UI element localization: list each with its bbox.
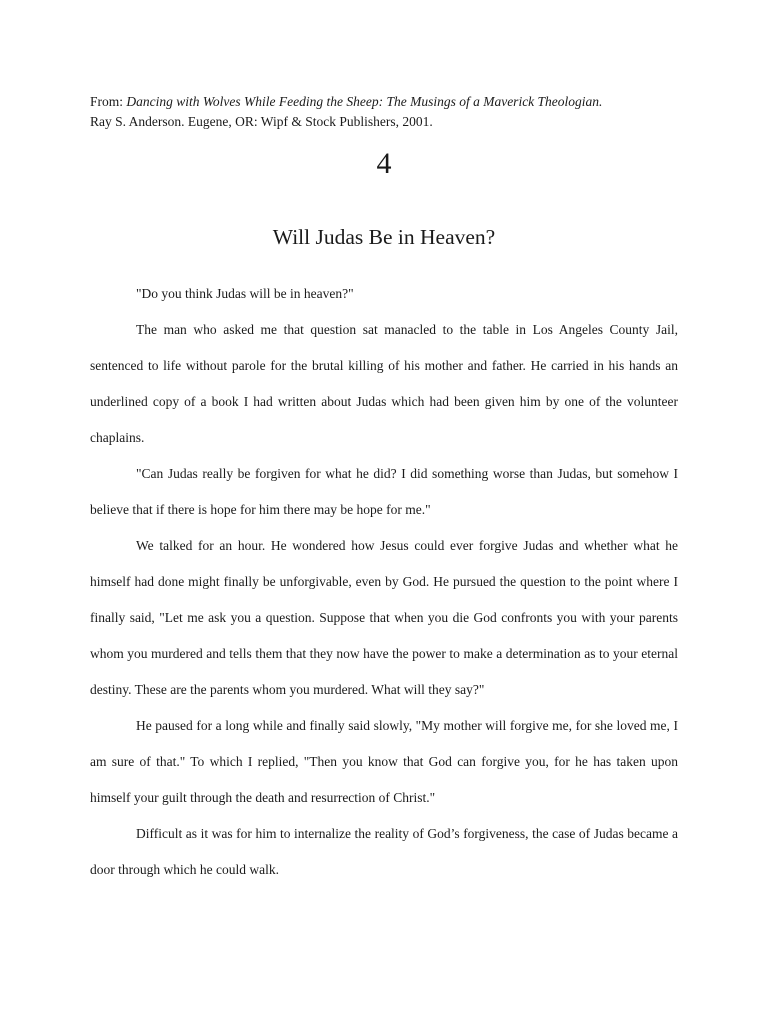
source-line-1 xyxy=(90,92,710,112)
source-publication: Ray S. Anderson. Eugene, OR: Wipf & Stock Publishers, 2001. xyxy=(90,114,433,129)
paragraph: Difficult as it was for him to internalize the reality of God’s forgiveness, the case of Judas became a door through which he could walk. xyxy=(90,826,678,877)
paragraph: He paused for a long while and finally said slowly, "My mother will forgive me, for she loved me, I am sure of that." To which I replied, "Then you know that God can forgive you, for he has taken upon himself your guilt through the death and resurrection of Christ." xyxy=(90,718,678,805)
paragraph: "Do you think Judas will be in heaven?" xyxy=(136,286,354,301)
chapter-number: 4 xyxy=(376,147,392,180)
chapter-body xyxy=(90,276,678,888)
source-book-title: Dancing with Wolves While Feeding the Sheep: The Musings of a Maverick Theologian. xyxy=(126,94,603,109)
source-citation xyxy=(90,92,710,132)
paragraph: "Can Judas really be forgiven for what he did? I did something worse than Judas, but somehow I believe that if there is hope for him there may be hope for me." xyxy=(90,466,678,517)
chapter-title: Will Judas Be in Heaven? xyxy=(272,225,496,249)
paragraph: The man who asked me that question sat manacled to the table in Los Angeles County Jail, sentenced to life without parole for the brutal killing of his mother and father. He carried in his hands an underlined copy of a book I had written about Judas which had been given him by one of the volunteer chaplains. xyxy=(90,322,678,445)
paragraph: We talked for an hour. He wondered how Jesus could ever forgive Judas and whether what he himself had done might finally be unforgivable, even by God. He pursued the question to the point where I finally said, "Let me ask you a question. Suppose that when you die God confronts you with your parents whom you murdered and tells them that they now have the power to make a determination as to your eternal destiny. These are the parents whom you murdered. What will they say?" xyxy=(90,538,678,697)
source-prefix: From: xyxy=(90,94,127,109)
